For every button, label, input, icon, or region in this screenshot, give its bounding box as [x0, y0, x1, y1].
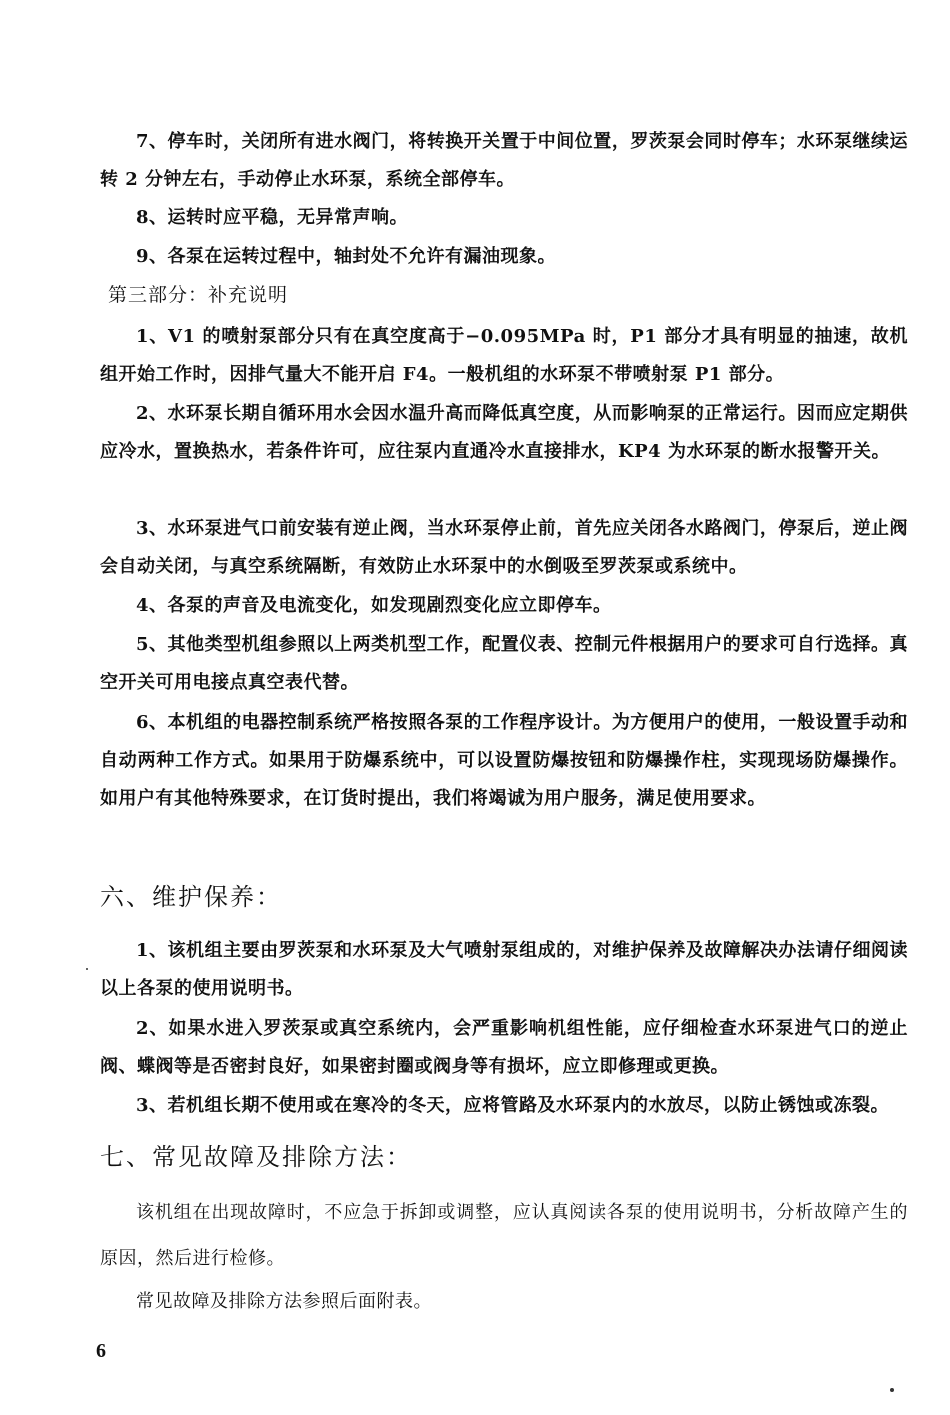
section6-item-3: 3、若机组长期不使用或在寒冷的冬天，应将管路及水环泵内的水放尽，以防止锈蚀或冻裂。	[136, 1095, 890, 1116]
part3-item-3: 3、水环泵进气口前安装有逆止阀，当水环泵停止前，首先应关闭各水路阀门，停泵后，逆止阀会自动关闭，与真空系统隔断，有效防止水环泵中的水倒吸至罗茨泵或系统中。	[100, 518, 908, 577]
part3-item-6: 6、本机组的电器控制系统严格按照各泵的工作程序设计。为方便用户的使用，一般设置手动和自动两种工作方式。如果用于防爆系统中，可以设置防爆按钮和防爆操作柱，实现现场防爆操作。如用户有其他特殊要求，在订货时提出，我们将竭诚为用户服务，满足使用要求。	[100, 712, 908, 809]
part3-heading: 第三部分：补充说明	[108, 284, 289, 306]
section7-paragraph-2: 常见故障及排除方法参照后面附表。	[136, 1291, 432, 1312]
section7-paragraph-1: 该机组在出现故障时，不应急于拆卸或调整，应认真阅读各泵的使用说明书，分析故障产生的原因，然后进行检修。	[100, 1202, 908, 1269]
part3-item-2: 2、水环泵长期自循环用水会因水温升高而降低真空度，从而影响泵的正常运行。因而应定期供应冷水，置换热水，若条件许可，应往泵内直通冷水直接排水，KP4 为水环泵的断水报警开关。	[100, 403, 908, 462]
page-number: 6	[96, 1340, 106, 1362]
item-7: 7、停车时，关闭所有进水阀门，将转换开关置于中间位置，罗茨泵会同时停车；水环泵继续运转 2 分钟左右，手动停止水环泵，系统全部停车。	[100, 131, 908, 190]
section6-item-1: 1、该机组主要由罗茨泵和水环泵及大气喷射泵组成的，对维护保养及故障解决办法请仔细阅读以上各泵的使用说明书。	[100, 940, 908, 999]
item-9: 9、各泵在运转过程中，轴封处不允许有漏油现象。	[136, 246, 557, 267]
section7-heading: 七、常见故障及排除方法：	[100, 1143, 412, 1171]
scan-speck	[86, 968, 88, 970]
item-8: 8、运转时应平稳，无异常声响。	[136, 207, 409, 228]
section6-heading: 六、维护保养：	[100, 883, 282, 911]
part3-item-5: 5、其他类型机组参照以上两类机型工作，配置仪表、控制元件根据用户的要求可自行选择。真空开关可用电接点真空表代替。	[100, 634, 908, 693]
part3-item-1: 1、V1 的喷射泵部分只有在真空度高于−0.095MPa 时，P1 部分才具有明显的抽速，故机组开始工作时，因排气量大不能开启 F4。一般机组的水环泵不带喷射泵 P1 部分。	[100, 326, 908, 385]
section6-item-2: 2、如果水进入罗茨泵或真空系统内，会严重影响机组性能，应仔细检查水环泵进气口的逆止阀、蝶阀等是否密封良好，如果密封圈或阀身等有损坏，应立即修理或更换。	[100, 1018, 908, 1077]
scan-speck	[890, 1388, 894, 1392]
part3-item-4: 4、各泵的声音及电流变化，如发现剧烈变化应立即停车。	[136, 595, 612, 616]
